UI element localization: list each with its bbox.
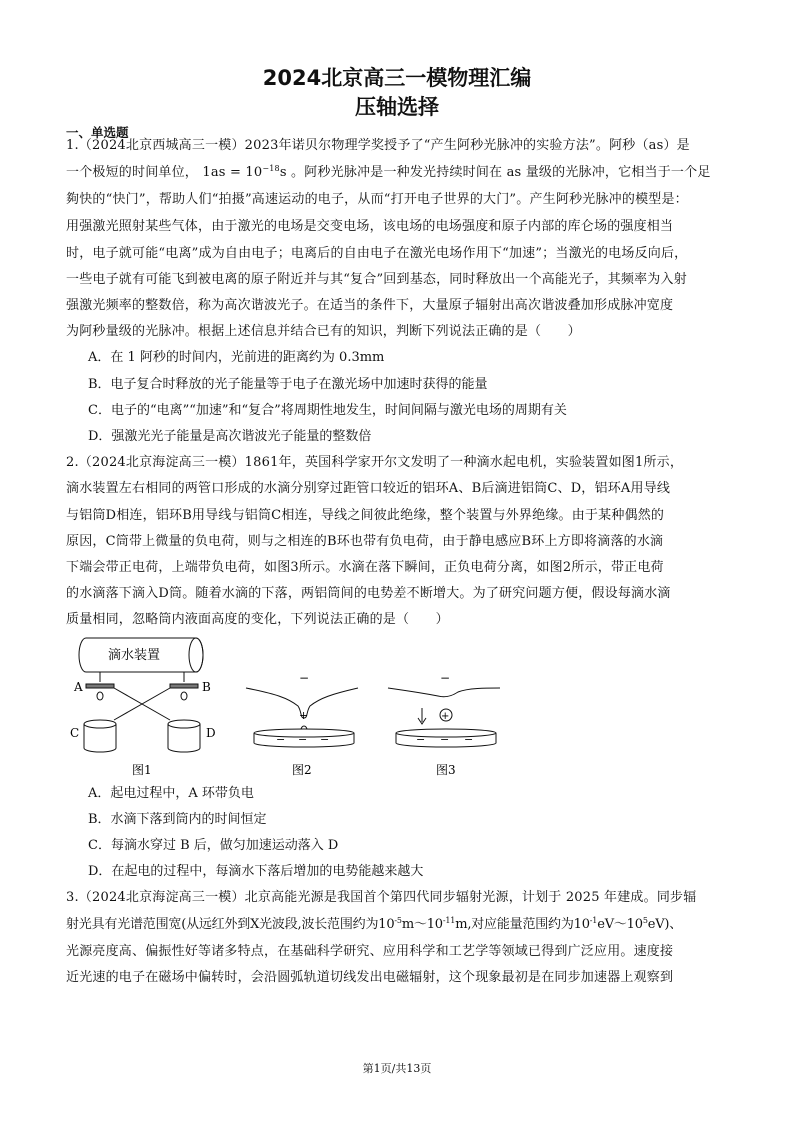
q1-option-a: A．在 1 阿秒的时间内，光前进的距离约为 0.3mm [88, 350, 385, 365]
charge-minus: − [276, 733, 286, 746]
label-d: D [206, 726, 216, 740]
can-d-top [168, 720, 200, 728]
charge-minus: − [464, 733, 474, 746]
q1-option-c: C．电子的“电离”“加速”和“复合”将周期性地发生，时间间隔与激光电场的周期有关 [88, 403, 567, 418]
q1-line: 一些电子就有可能飞到被电离的原子附近并与其“复合”回到基态，同时释放出一个高能光子，其频率为入射 [66, 272, 687, 287]
q1-line: 时，电子就可能“电离”成为自由电子；电离后的自由电子在激光电场作用下“加速”；当激光的电场反向后， [66, 246, 688, 261]
q1-line: 用强激光照射某些气体，由于激光的电场是交变电场，该电场的电场强度和原子内部的库仑场的强度相当 [66, 219, 674, 234]
q2-option-a: A．起电过程中，A 环带负电 [88, 786, 254, 801]
page-title: 2024北京高三一模物理汇编 [262, 66, 532, 90]
charge-minus: − [320, 733, 330, 746]
q1-line: 夠快的“快门”，帮助人们“拍摄”高速运动的电子，从而“打开电子世界的大门”。产生阿秒光脉冲的模型是： [66, 192, 688, 207]
figure-3-caption: 图3 [436, 763, 456, 777]
figure-2-caption: 图2 [292, 763, 312, 777]
q1-line: 为阿秒量级的光脉冲。根据上述信息并结合已有的知识，判断下列说法正确的是（ ） [66, 324, 581, 339]
charge-minus: − [416, 733, 426, 746]
water-drop-left [97, 692, 103, 700]
q3-line: 3.（2024北京海淀高三一模）北京高能光源是我国首个第四代同步辐射光源，计划于 2025 年建成。同步辐 [66, 890, 697, 905]
q3-line: 射光具有光谱范围宽(从远红外到X光波段,波长范围约为$10^{-5}m\sim 10^{-11}m$,对应能量范围约为$10^{-1}eV\sim 10^5eV$)、 [66, 916, 683, 932]
q1-option-d: D．强激光光子能量是高次谐波光子能量的整数倍 [88, 429, 372, 444]
drip-device-label: 滴水装置 [108, 648, 161, 663]
q3-line: 近光速的电子在磁场中偏转时，会沿圆弧轨道切线发出电磁辐射，这个现象最初是在同步加速器上观察到 [66, 970, 674, 985]
q1-line: 1.（2024北京西城高三一模）2023年诺贝尔物理学奖授予了“产生阿秒光脉冲的实验方法”。阿秒（as）是 [66, 138, 690, 153]
charge-plus: + [441, 711, 450, 722]
q1-line: 强激光频率的整数倍，称为高次谐波光子。在适当的条件下，大量原子辐射出高次谐波叠加形成脉冲宽度 [66, 298, 674, 313]
q2-line: 下端会带正电荷，上端带负电荷，如图3所示。水滴在落下瞬间，正负电荷分离，如图2所示，带正电荷 [66, 560, 664, 575]
q1-option-b: B．电子复合时释放的光子能量等于电子在激光场中加速时获得的能量 [88, 377, 488, 392]
charge-plus: + [299, 709, 309, 722]
water-drop-right [181, 692, 187, 700]
q2-option-d: D．在起电的过程中，每滴水下落后增加的电势能越来越大 [88, 864, 424, 879]
q2-line: 质量相同，忽略筒内液面高度的变化，下列说法正确的是（ ） [66, 612, 449, 627]
q2-line: 与铝筒D相连，铝环B用导线与铝筒C相连，导线之间彼此绝缘，整个装置与外界绝缘。由于某种偶然的 [66, 508, 665, 523]
q2-line: 2.（2024北京海淀高三一模）1861年，英国科学家开尔文发明了一种滴水起电机，实验装置如图1所示， [66, 455, 684, 470]
ring-b [170, 684, 198, 688]
q2-option-c: C．每滴水穿过 B 后，做匀加速运动落入 D [88, 838, 339, 853]
page-subtitle: 压轴选择 [355, 95, 439, 119]
label-b: B [202, 680, 211, 694]
label-c: C [70, 726, 80, 740]
q2-line: 滴水装置左右相同的两管口形成的水滴分别穿过距管口较近的铝环A、B后滴进铝筒C、D，铝环A用导线 [66, 481, 671, 496]
page-footer: 第1页/共13页 [362, 1062, 432, 1075]
ring-a [86, 684, 114, 688]
q3-line: 光源亮度高、偏振性好等诸多特点，在基础科学研究、应用科学和工艺学等领域已得到广泛应用。速度接 [66, 944, 674, 959]
charge-minus: − [298, 733, 308, 746]
label-a: A [74, 680, 83, 694]
q2-option-b: B．水滴下落到筒内的时间恒定 [88, 812, 267, 827]
can-c-top [84, 720, 116, 728]
water-surface-3 [388, 688, 500, 697]
charge-minus: − [299, 671, 310, 685]
q1-line: 一个极短的时间单位， $1as = 10^{-18}s$ 。阿秒光脉冲是一种发光持续时间在 as 量级的光脉冲，它相当于一个足 [66, 164, 711, 180]
charge-minus: − [440, 671, 451, 685]
figure-1-caption: 图1 [132, 763, 152, 777]
section-heading: 一、单选题 [66, 125, 129, 140]
q2-figure [66, 630, 526, 780]
q2-line: 原因，C筒带上微量的负电荷，则与之相连的B环也带有负电荷，由于静电感应B环上方即将滴落的水滴 [66, 534, 664, 549]
q2-line: 的水滴落下滴入D筒。随着水滴的下落，两铝筒间的电势差不断增大。为了研究问题方便，假设每滴水滴 [66, 586, 671, 601]
charge-minus: − [440, 733, 450, 746]
